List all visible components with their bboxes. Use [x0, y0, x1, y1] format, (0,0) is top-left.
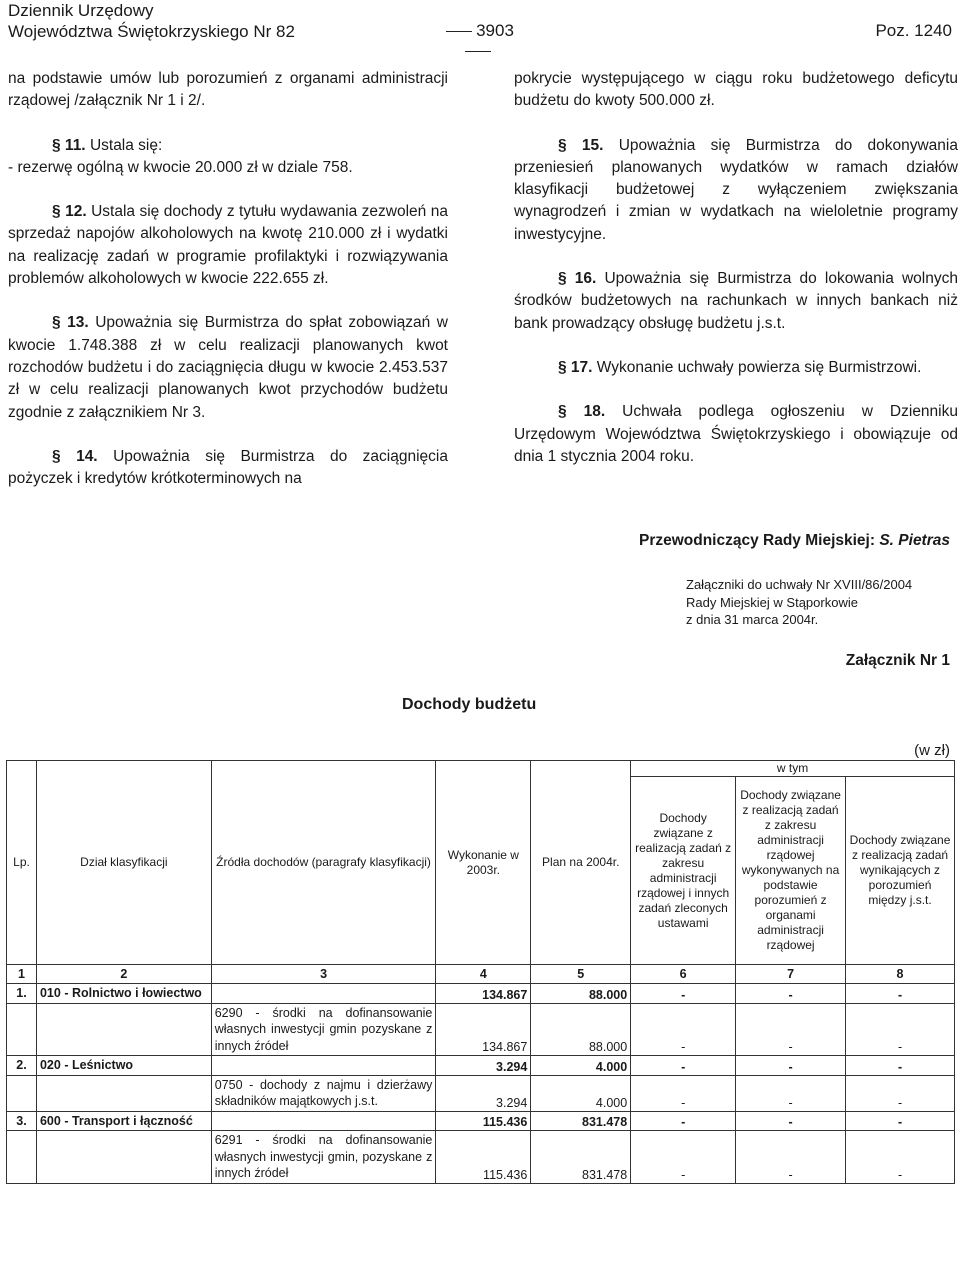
paragraph: na podstawie umów lub porozumień z organami administracji rządowej /załącznik Nr 1 i 2/. [8, 70, 448, 110]
row-col6: - [631, 1003, 736, 1056]
row-wykonanie: 115.436 [436, 1111, 531, 1131]
row-col7: - [736, 1131, 846, 1184]
section-label: § 13. [52, 314, 89, 332]
journal-title: Dziennik Urzędowy [8, 1, 154, 20]
section-11 [8, 135, 448, 157]
row-dzial: 600 - Transport i łączność [36, 1111, 211, 1131]
list-item: - rezerwę ogólną w kwocie 20.000 zł w dziale 758. [8, 158, 353, 176]
position-number: Poz. 1240 [875, 21, 952, 40]
annex-label: Załącznik Nr 1 [845, 652, 950, 669]
table-title: Dochody budżetu [402, 696, 537, 713]
section-12 [8, 201, 448, 290]
col-number: 3 [211, 965, 436, 984]
row-lp [7, 1131, 37, 1184]
section-text: Upoważnia się Burmistrza do dokonywania przeniesień planowanych wydatków w ramach działów klasyfikacji budżetowej z wyłączeniem zwiększania wynagrodzeń i zmian w wydatkach na wieloletnie programy inwestycyjne. [514, 136, 958, 243]
row-lp: 2. [7, 1056, 37, 1076]
attachment-line: z dnia 31 marca 2004r. [686, 612, 819, 627]
section-label: § 11. [52, 136, 86, 154]
col-number: 8 [846, 965, 955, 984]
row-zrodlo [211, 1056, 436, 1076]
row-zrodlo: 0750 - dochody z najmu i dzierżawy składników majątkowych j.s.t. [211, 1075, 436, 1111]
page-header [8, 0, 295, 42]
table-row [7, 1056, 955, 1076]
row-col6: - [631, 1111, 736, 1131]
row-plan: 88.000 [531, 984, 631, 1004]
row-col6: - [631, 984, 736, 1004]
section-18 [514, 401, 958, 468]
row-dzial: 010 - Rolnictwo i łowiectwo [36, 984, 211, 1004]
attachment-note [686, 576, 912, 629]
row-wykonanie: 134.867 [436, 984, 531, 1004]
section-text: Ustala się: [89, 136, 163, 154]
row-zrodlo: 6291 - środki na dofinansowanie własnych inwestycji gmin, pozyskane z innych źródeł [211, 1131, 436, 1184]
row-col7: - [736, 1003, 846, 1056]
right-column [514, 68, 958, 468]
section-text: Upoważnia się Burmistrza do lokowania wolnych środków budżetowych na rachunkach w innych bankach niż bank prowadzący obsługę budżetu j.s.t. [514, 270, 958, 332]
section-14 [8, 446, 448, 491]
header-col7: Dochody związane z realizacją zadań z zakresu administracji rządowej wykonywanych na podstawie porozumień z organami administracji rządowej [736, 777, 846, 965]
row-col8: - [846, 1075, 955, 1111]
page-number: 3903 [428, 21, 528, 61]
row-col8: - [846, 1111, 955, 1131]
header-zrodla: Źródła dochodów (paragrafy klasyfikacji) [211, 761, 436, 965]
header-col6: Dochody związane z realizacją zadań z zakresu administracji rządowej i innych zadań zleconych ustawami [631, 777, 736, 965]
row-col8: - [846, 1131, 955, 1184]
row-plan: 88.000 [531, 1003, 631, 1056]
table-row [7, 1131, 955, 1184]
section-label: § 12. [52, 203, 87, 221]
section-16 [514, 268, 958, 335]
row-col7: - [736, 1056, 846, 1076]
col-number: 7 [736, 965, 846, 984]
row-wykonanie: 134.867 [436, 1003, 531, 1056]
table-row [7, 984, 955, 1004]
row-col8: - [846, 1056, 955, 1076]
table-row [7, 1111, 955, 1131]
col-number: 5 [531, 965, 631, 984]
section-text: Upoważnia się Burmistrza do zaciągnięcia pożyczek i kredytów krótkoterminowych na [8, 447, 448, 488]
row-lp: 3. [7, 1111, 37, 1131]
row-plan: 4.000 [531, 1056, 631, 1076]
row-dzial [36, 1075, 211, 1111]
header-w-tym: w tym [631, 761, 955, 777]
left-column [8, 68, 448, 490]
row-lp [7, 1003, 37, 1056]
row-plan: 831.478 [531, 1131, 631, 1184]
section-17 [514, 357, 958, 379]
section-text: Upoważnia się Burmistrza do spłat zobowiązań w kwocie 1.748.388 zł w celu realizacji planowanych kwot rozchodów budżetu i do zaciągnięcia długu w kwocie 2.453.537 zł w celu realizacji planowanych kwot przychodów budżetu zgodnie z załącznikiem Nr 3. [8, 314, 448, 421]
section-label: § 14. [52, 447, 98, 465]
signature-name: S. Pietras [879, 532, 950, 549]
row-wykonanie: 3.294 [436, 1056, 531, 1076]
section-13 [8, 312, 448, 423]
journal-subtitle: Województwa Świętokrzyskiego Nr 82 [8, 22, 295, 41]
header-wykonanie: Wykonanie w 2003r. [436, 761, 531, 965]
row-wykonanie: 115.436 [436, 1131, 531, 1184]
header-col8: Dochody związane z realizacją zadań wynikających z porozumień między j.s.t. [846, 777, 955, 965]
header-dzial: Dział klasyfikacji [36, 761, 211, 965]
section-15 [514, 135, 958, 246]
col-number: 1 [7, 965, 37, 984]
header-lp: Lp. [7, 761, 37, 965]
row-plan: 831.478 [531, 1111, 631, 1131]
section-label: § 15. [558, 136, 604, 154]
signature-role: Przewodniczący Rady Miejskiej: [638, 532, 876, 549]
col-number: 4 [436, 965, 531, 984]
row-wykonanie: 3.294 [436, 1075, 531, 1111]
unit-label: (w zł) [914, 742, 950, 759]
row-col7: - [736, 1111, 846, 1131]
section-text: Uchwała podlega ogłoszeniu w Dzienniku Urzędowym Województwa Świętokrzyskiego i obowiązuje od dnia 1 stycznia 2004 roku. [514, 403, 958, 465]
row-zrodlo: 6290 - środki na dofinansowanie własnych inwestycji gmin pozyskane z innych źródeł [211, 1003, 436, 1056]
attachment-line: Załączniki do uchwały Nr XVIII/86/2004 [686, 577, 913, 592]
row-dzial [36, 1003, 211, 1056]
paragraph: pokrycie występującego w ciągu roku budżetowego deficytu budżetu do kwoty 500.000 zł. [514, 70, 958, 110]
row-zrodlo [211, 984, 436, 1004]
attachment-line: Rady Miejskiej w Stąporkowie [686, 594, 858, 610]
row-col7: - [736, 984, 846, 1004]
row-lp: 1. [7, 984, 37, 1004]
row-dzial: 020 - Leśnictwo [36, 1056, 211, 1076]
section-text: Wykonanie uchwały powierza się Burmistrzowi. [596, 358, 922, 376]
section-text: Ustala się dochody z tytułu wydawania zezwoleń na sprzedaż napojów alkoholowych na kwotę 210.000 zł i wydatki na realizację zadań w programie profilaktyki i rozwiązywania problemów alkoholowych w kwocie 222.655 zł. [8, 203, 448, 288]
row-col8: - [846, 1003, 955, 1056]
section-label: § 16. [558, 270, 597, 288]
row-col7: - [736, 1075, 846, 1111]
col-number: 2 [36, 965, 211, 984]
section-label: § 17. [558, 358, 593, 376]
header-plan: Plan na 2004r. [531, 761, 631, 965]
table-row [7, 1003, 955, 1056]
row-col6: - [631, 1075, 736, 1111]
signature [639, 532, 950, 550]
row-col6: - [631, 1131, 736, 1184]
row-zrodlo [211, 1111, 436, 1131]
row-col6: - [631, 1056, 736, 1076]
row-dzial [36, 1131, 211, 1184]
table-row [7, 1075, 955, 1111]
section-label: § 18. [558, 403, 606, 421]
row-plan: 4.000 [531, 1075, 631, 1111]
income-table [6, 760, 955, 1184]
row-lp [7, 1075, 37, 1111]
row-col8: - [846, 984, 955, 1004]
col-number: 6 [631, 965, 736, 984]
